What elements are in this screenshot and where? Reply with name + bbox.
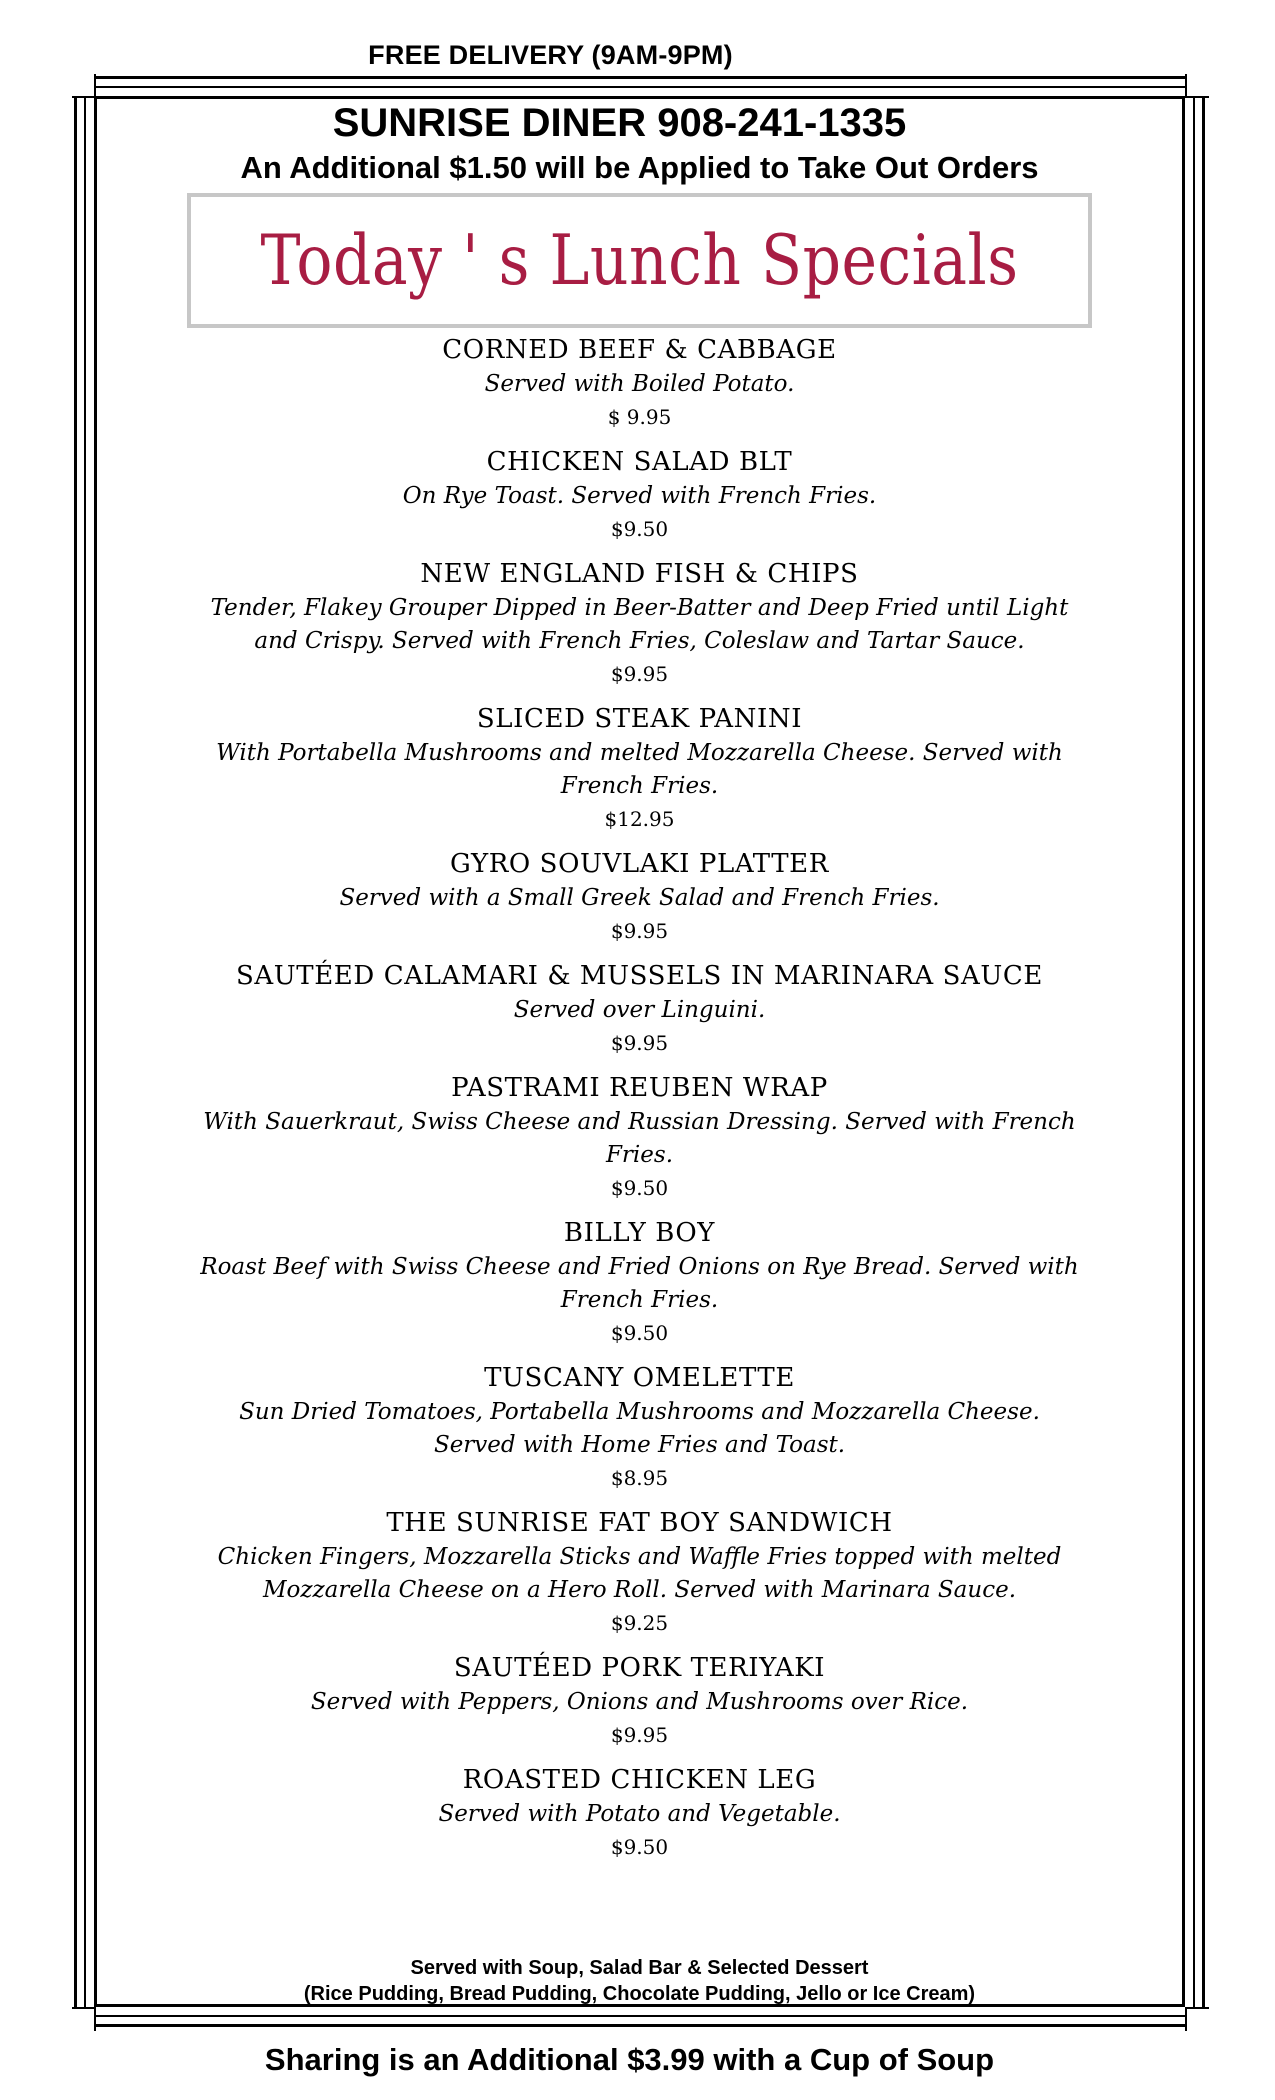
menu-item xyxy=(97,1360,1182,1495)
delivery-note xyxy=(0,40,1275,71)
menu-item xyxy=(97,556,1182,691)
menu-item-description: With Portabella Mushrooms and melted Mozzarella Cheese. Served with French Fries. xyxy=(216,740,1063,799)
menu-item xyxy=(97,701,1182,836)
menu-item-description: Roast Beef with Swiss Cheese and Fried Onions on Rye Bread. Served with French Fries. xyxy=(200,1254,1079,1313)
menu-item xyxy=(97,1650,1182,1752)
menu-item-description: Sun Dried Tomatoes, Portabella Mushrooms and Mozzarella Cheese. Served with Home Fries and Toast. xyxy=(239,1399,1040,1458)
menu-item-name: BILLY BOY xyxy=(563,1218,716,1248)
menu-item-price: $9.25 xyxy=(610,1611,669,1635)
menu-item-name: SLICED STEAK PANINI xyxy=(476,704,803,734)
menu-item-description: Served with a Small Greek Salad and French Fries. xyxy=(339,885,940,911)
menu-item xyxy=(97,1070,1182,1205)
menu-item xyxy=(97,332,1182,434)
title-box xyxy=(187,193,1092,328)
diner-name xyxy=(97,99,1182,147)
delivery-note-text: FREE DELIVERY (9AM-9PM) xyxy=(368,40,733,70)
menu-item-price: $ 9.95 xyxy=(607,405,672,429)
frame-corner-bottom-left xyxy=(72,2007,96,2031)
menu-item-name: ROASTED CHICKEN LEG xyxy=(462,1765,817,1795)
menu-item xyxy=(97,846,1182,948)
frame-corner-bottom-right xyxy=(1185,2007,1209,2031)
menu-item-price: $9.95 xyxy=(610,1031,669,1055)
menu-item-description: Tender, Flakey Grouper Dipped in Beer-Batter and Deep Fried until Light and Crispy. Served with French Fries, Coleslaw and Tartar Sauce. xyxy=(210,595,1069,654)
menu-item-description: With Sauerkraut, Swiss Cheese and Russian Dressing. Served with French Fries. xyxy=(203,1109,1076,1168)
menu-item-description: Served over Linguini. xyxy=(513,997,766,1023)
menu-item xyxy=(97,1215,1182,1350)
menu-item-name: SAUTÉED PORK TERIYAKI xyxy=(453,1653,826,1683)
menu-item-price: $9.50 xyxy=(610,1321,669,1345)
served-with-note: Served with Soup, Salad Bar & Selected Dessert xyxy=(410,1957,869,1979)
sharing-note-text: Sharing is an Additional $3.99 with a Cup of Soup xyxy=(264,2042,995,2077)
menu-item xyxy=(97,958,1182,1060)
menu-item xyxy=(97,444,1182,546)
menu-item-name: SAUTÉED CALAMARI & MUSSELS IN MARINARA SAUCE xyxy=(235,961,1043,991)
menu-item xyxy=(97,1505,1182,1640)
menu-item-name: TUSCANY OMELETTE xyxy=(484,1363,795,1393)
specials-list xyxy=(97,332,1182,1874)
menu-content xyxy=(97,99,1182,2004)
takeout-note: An Additional $1.50 will be Applied to Take Out Orders xyxy=(240,150,1039,185)
menu-item-description: Served with Boiled Potato. xyxy=(484,371,795,397)
menu-item-name: PASTRAMI REUBEN WRAP xyxy=(451,1073,828,1103)
menu-item-price: $12.95 xyxy=(604,807,675,831)
menu-item-name: THE SUNRISE FAT BOY SANDWICH xyxy=(386,1508,893,1538)
menu-item-name: CORNED BEEF & CABBAGE xyxy=(442,335,837,365)
menu-item-price: $9.95 xyxy=(610,919,669,943)
page-title: Today ' s Lunch Specials xyxy=(260,220,1019,301)
menu-item-price: $9.50 xyxy=(610,1835,669,1859)
menu-item-price: $8.95 xyxy=(610,1466,669,1490)
menu-item-price: $9.95 xyxy=(610,1723,669,1747)
menu-item-description: Served with Peppers, Onions and Mushrooms over Rice. xyxy=(310,1689,969,1715)
menu-item-description: Chicken Fingers, Mozzarella Sticks and Waffle Fries topped with melted Mozzarella Cheese on a Hero Roll. Served with Marinara Sauce. xyxy=(217,1544,1062,1603)
menu-item-name: GYRO SOUVLAKI PLATTER xyxy=(450,849,829,879)
dessert-options-note: (Rice Pudding, Bread Pudding, Chocolate Pudding, Jello or Ice Cream) xyxy=(303,1983,976,2005)
diner-name-text: SUNRISE DINER 908-241-1335 xyxy=(332,101,907,145)
menu-item xyxy=(97,1762,1182,1864)
menu-item-description: On Rye Toast. Served with French Fries. xyxy=(402,483,877,509)
menu-item-price: $9.95 xyxy=(610,662,669,686)
menu-item-price: $9.50 xyxy=(610,1176,669,1200)
menu-item-name: CHICKEN SALAD BLT xyxy=(486,447,793,477)
frame-corner-top-left xyxy=(72,74,96,98)
menu-item-price: $9.50 xyxy=(610,517,669,541)
menu-item-description: Served with Potato and Vegetable. xyxy=(438,1801,841,1827)
menu-item-name: NEW ENGLAND FISH & CHIPS xyxy=(420,559,859,589)
frame-corner-top-right xyxy=(1185,74,1209,98)
sharing-note xyxy=(0,2040,1275,2080)
